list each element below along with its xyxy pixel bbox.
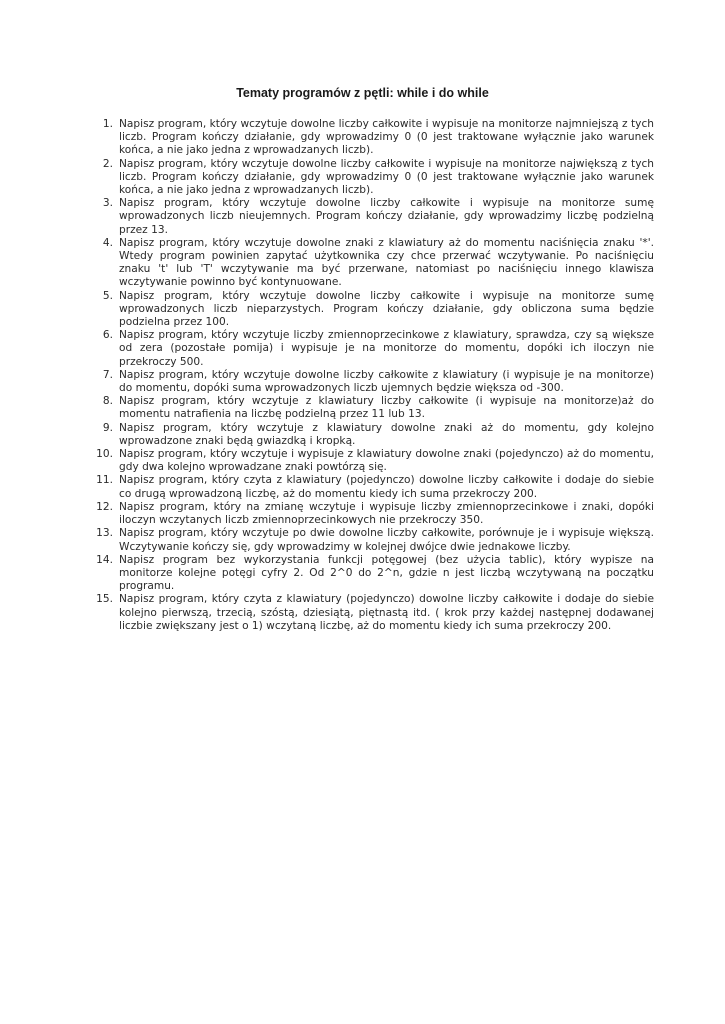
list-item-number: 5. xyxy=(102,289,113,302)
list-item xyxy=(84,290,654,330)
list-item-text: Napisz program, który czyta z klawiatury (pojedynczo) dowolne liczby całkowite i dodaje do siebie co drugą wprowadzoną liczbę, aż do momentu kiedy ich suma przekroczy 200. xyxy=(119,474,654,500)
list-item-text: Napisz program, który wczytuje dowolne liczby całkowite z klawiatury (i wypisuje je na monitorze) do momentu, dopóki suma wprowadzonych liczb ujemnych będzie większa od -300. xyxy=(119,368,654,395)
list-item-text: Napisz program, który wczytuje z klawiatury dowolne znaki aż do momentu, gdy kolejno wprowadzone znaki będą gwiazdką i kropką. xyxy=(119,421,654,447)
list-item-number: 4. xyxy=(102,236,113,249)
list-item xyxy=(84,593,654,633)
list-item-number: 8. xyxy=(102,395,113,408)
list-item-number: 11. xyxy=(96,474,113,487)
list-item xyxy=(84,197,654,237)
list-item xyxy=(84,527,654,553)
list-item-text: Napisz program, który wczytuje dowolne liczby całkowite i wypisuje na monitorze najmniejszą z tych liczb. Program kończy działanie, gdy wprowadzimy 0 (0 jest traktowane wyłącznie jako warunek końca, a nie jako jedna z wprowadzanych liczb). xyxy=(119,118,654,157)
list-item-number: 13. xyxy=(96,527,113,540)
list-item-number: 3. xyxy=(102,197,113,210)
list-item-text: Napisz program, który wczytuje z klawiatury liczby całkowite (i wypisuje na monitorze)aż do momentu natrafienia na liczbę podzielną przez 11 lub 13. xyxy=(119,395,654,421)
list-item xyxy=(84,554,654,594)
list-item-number: 9. xyxy=(102,421,113,434)
list-item-text: Napisz program, który wczytuje liczby zmiennoprzecinkowe z klawiatury, sprawdza, czy są większe od zera (pozostałe pomija) i wypisuje je na monitorze do momentu, dopóki ich iloczyn nie przekroczy 500. xyxy=(119,329,654,368)
list-item xyxy=(84,158,654,198)
list-item xyxy=(84,474,654,500)
list-item-number: 10. xyxy=(96,448,113,461)
list-item-number: 2. xyxy=(102,157,113,170)
list-item-text: Napisz program bez wykorzystania funkcji potęgowej (bez użycia tablic), który wypisze na monitorze kolejne potęgi cyfry 2. Od 2^0 do 2^n, gdzie n jest liczbą wczytywaną na początku programu. xyxy=(119,553,654,593)
list-item xyxy=(84,118,654,158)
list-item xyxy=(84,369,654,395)
list-item-text: Napisz program, który wczytuje dowolne liczby całkowite i wypisuje na monitorze sumę wprowadzonych liczb nieparzystych. Program kończy działanie, gdy obliczona suma będzie podzielna przez 100. xyxy=(119,289,654,329)
list-item-text: Napisz program, który czyta z klawiatury (pojedynczo) dowolne liczby całkowite i dodaje do siebie kolejno pierwszą, trzecią, szóstą, dziesiątą, piętnastą itd. ( krok przy każdej następnej dodawanej liczbie zwiększany jest o 1) wczytaną liczbę, aż do momentu kiedy ich suma przekroczy 200. xyxy=(119,593,654,632)
document-title: Tematy programów z pętli: while i do while xyxy=(236,86,489,100)
list-item xyxy=(84,329,654,369)
list-item-text: Napisz program, który wczytuje po dwie dowolne liczby całkowite, porównuje je i wypisuje większą. Wczytywanie kończy się, gdy wprowadzimy w kolejnej dwójce dwie jednakowe liczby. xyxy=(119,527,654,553)
list-item-text: Napisz program, który na zmianę wczytuje i wypisuje liczby zmiennoprzecinkowe i znaki, dopóki iloczyn wczytanych liczb zmiennoprzecinkowych nie przekroczy 350. xyxy=(119,500,654,527)
list-item-text: Napisz program, który wczytuje dowolne znaki z klawiatury aż do momentu naciśnięcia znaku '*'. Wtedy program powinien zapytać użytkownika czy chce przerwać wczytywanie. Po naciśnięciu znaku 't' lub 'T' wczytywanie ma być przerwane, natomiast po naciśnięciu innego klawisza wczytywanie powinno być kontynuowane. xyxy=(119,236,654,289)
list-item-number: 15. xyxy=(96,593,113,606)
list-item-number: 12. xyxy=(96,500,113,513)
task-list xyxy=(84,118,654,633)
list-item-number: 1. xyxy=(102,118,113,130)
list-item xyxy=(84,448,654,474)
list-item-text: Napisz program, który wczytuje dowolne liczby całkowite i wypisuje na monitorze sumę wprowadzonych liczb nieujemnych. Program kończy działanie, gdy wprowadzimy liczbę podzielną przez 13. xyxy=(119,197,654,236)
list-item xyxy=(84,501,654,527)
list-item-number: 7. xyxy=(102,368,113,381)
list-item-text: Napisz program, który wczytuje dowolne liczby całkowite i wypisuje na monitorze największą z tych liczb. Program kończy działanie, gdy wprowadzimy 0 (0 jest traktowane wyłącznie jako warunek końca, a nie jako jedna z wprowadzanych liczb). xyxy=(119,157,654,197)
list-item-number: 6. xyxy=(102,329,113,342)
list-item-number: 14. xyxy=(96,553,113,566)
list-item-text: Napisz program, który wczytuje i wypisuje z klawiatury dowolne znaki (pojedynczo) aż do momentu, gdy dwa kolejno wprowadzane znaki powtórzą się. xyxy=(119,448,654,474)
list-item xyxy=(84,237,654,290)
list-item xyxy=(84,395,654,421)
list-item xyxy=(84,422,654,448)
